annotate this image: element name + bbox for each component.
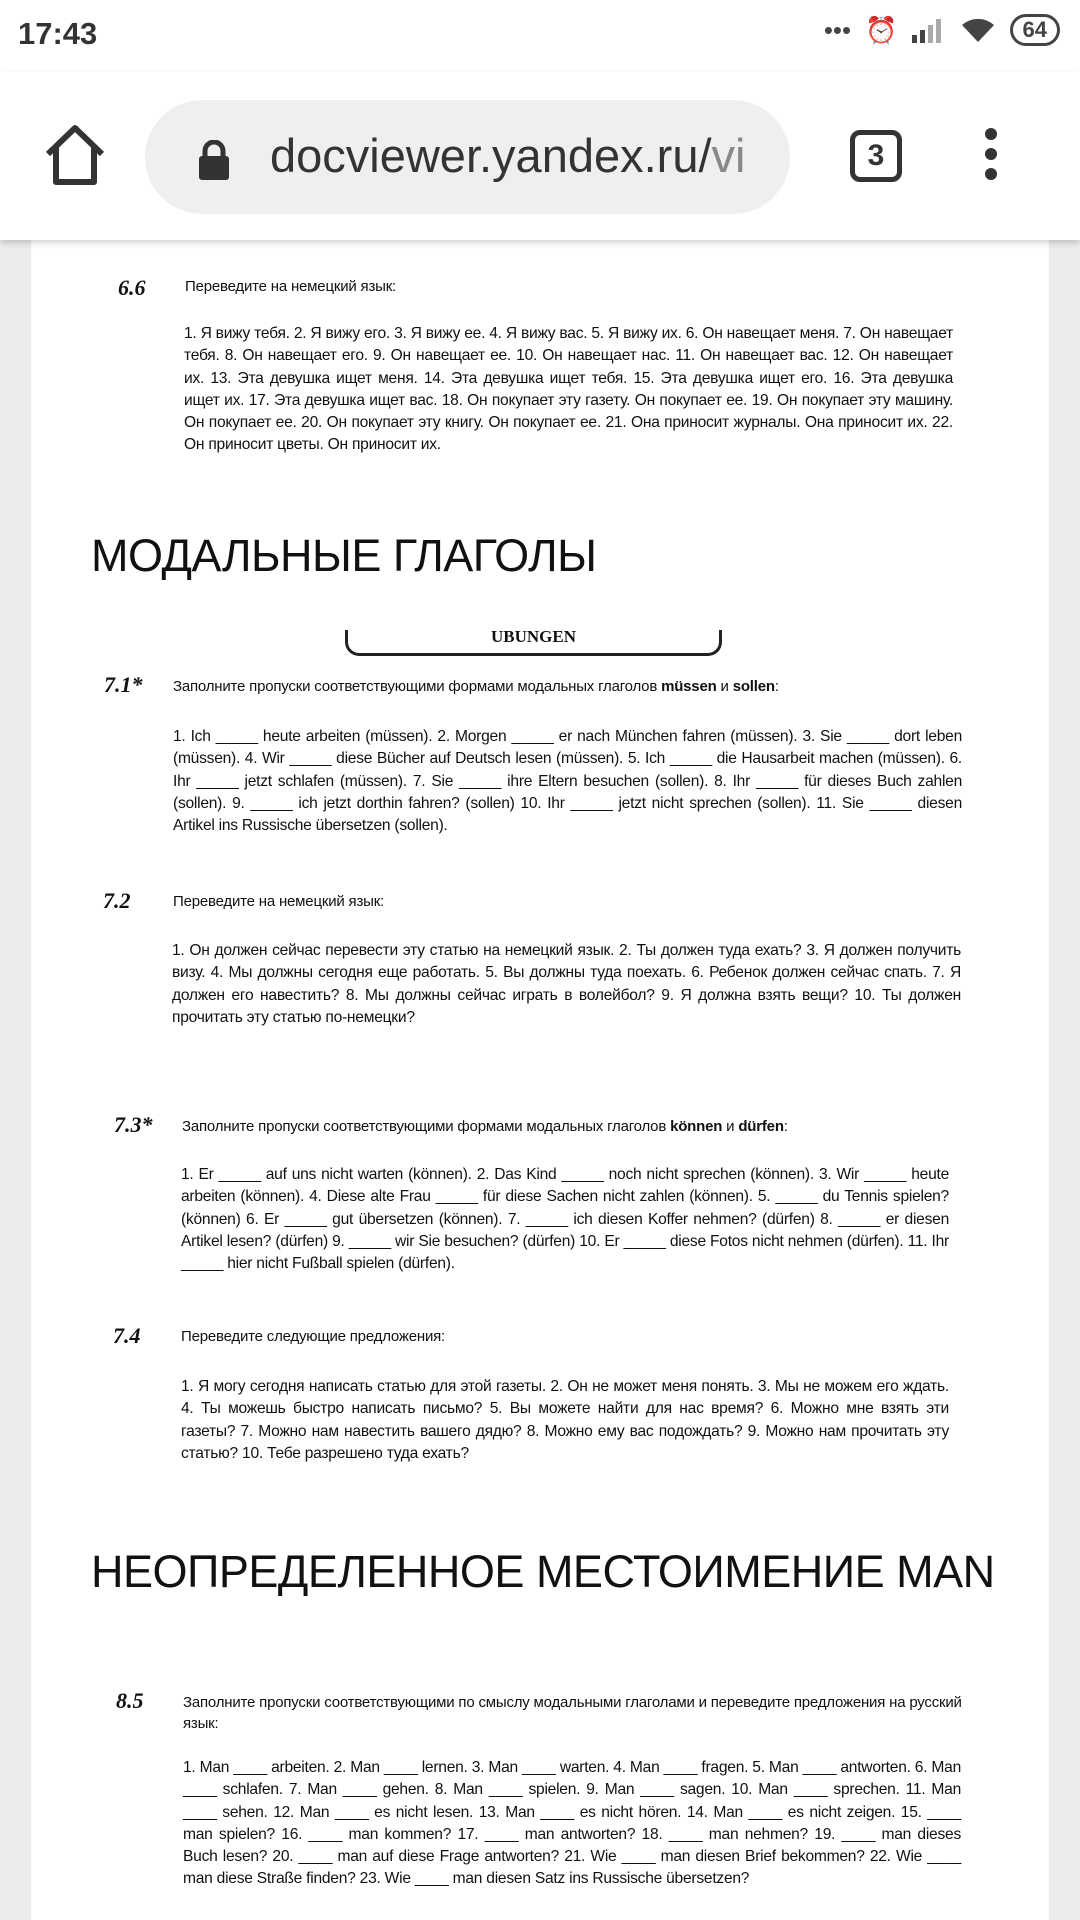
lock-icon (197, 140, 231, 180)
exercise-instruction: Переведите на немецкий язык: (173, 893, 385, 910)
exercise-instruction (182, 1118, 788, 1135)
instr-text: Заполните пропуски соответствующими формами модальных глаголов (173, 678, 662, 695)
ubungen-label: UBUNGEN (490, 627, 576, 646)
exercise-number: 7.4 (113, 1323, 141, 1348)
clock: 17:43 (18, 16, 98, 51)
url-path: vi (711, 129, 746, 182)
verb: sollen (732, 678, 775, 695)
exercise-instruction (173, 678, 779, 695)
alarm-icon: ⏰ (865, 14, 898, 45)
exercise-number: 8.5 (116, 1688, 144, 1713)
section-heading: НЕОПРЕДЕЛЕННОЕ МЕСТОИМЕНИЕ MAN (91, 1546, 995, 1597)
exercise-number: 7.2 (103, 888, 131, 913)
document-page (31, 240, 1049, 1920)
exercise-instruction: Переведите следующие предложения: (181, 1328, 446, 1345)
verb: können (670, 1118, 723, 1135)
exercise-body: 1. Я могу сегодня написать статью для этой газеты. 2. Он не может меня понять. 3. Мы не можем его ждать. 4. Ты можешь быстро написать письмо? 5. Вы можете найти для нас время? 6. Можно мне взять эти газеты? 7. Можно нам навестить вашего дядю? 8. Можно ему вас подождать? 9. Можно нам прочитать эту статью? 10. Тебе разрешено туда ехать? (181, 1378, 949, 1462)
url-text[interactable] (270, 128, 745, 183)
exercise-body: 1. Ich _____ heute arbeiten (müssen). 2. Morgen _____ er nach München fahren (müssen). 3. Sie _____ dort leben (müssen). 4. Wir _____ diese Bücher auf Deutsch lesen (müssen). 5. Ich _____ die Hausarbeit machen (müssen). 6. Ihr _____ jetzt schlafen (müssen). 7. Sie _____ ihre Eltern besuchen (sollen). 8. Ihr _____ für dieses Buch zahlen (sollen). 9. _____ ich jetzt dorthin fahren? (sollen) 10. Ihr _____ jetzt nicht sprechen (sollen). 11. Sie _____ diesen Artikel ins Russische übersetzen (sollen). (173, 728, 962, 835)
verb: müssen (661, 678, 717, 695)
instr-text: : (783, 1118, 788, 1135)
exercise-body: 1. Er _____ auf uns nicht warten (können). 2. Das Kind _____ noch nicht sprechen (können). 3. Wir _____ heute arbeiten (können). 4. Diese alte Frau _____ für diese Sachen nicht zahlen (können). 5. _____ du Tennis spielen? (können) 6. Er _____ gut übersetzen (können). 7. _____ ich diesen Koffer nehmen? (dürfen) 8. _____ er diesen Artikel lesen? (dürfen) 9. _____ wir Sie besuchen? (dürfen) 10. Er _____ diese Fotos nicht nehmen (dürfen). 11. Ihr _____ hier nicht Fußball spielen (dürfen). (181, 1166, 949, 1273)
signal-icon (912, 17, 946, 43)
tab-switcher-button[interactable]: 3 (850, 130, 902, 182)
exercise-instruction: Переведите на немецкий язык: (185, 278, 397, 295)
exercise-body: 1. Я вижу тебя. 2. Я вижу его. 3. Я вижу ее. 4. Я вижу вас. 5. Я вижу их. 6. Он навещает меня. 7. Он навещает тебя. 8. Он навещает его. 9. Он навещает ее. 10. Он навещает нас. 11. Он навещает вас. 12. Он навещает их. 13. Эта девушка ищет меня. 14. Эта девушка ищет тебя. 15. Эта девушка ищет его. 16. Эта девушка ищет их. 17. Эта девушка ищет вас. 18. Он покупает эту газету. Он покупает ее. 19. Он покупает эту машину. Он покупает ее. 20. Он покупает эту книгу. Он покупает ее. 21. Она приносит журналы. Она приносит их. 22. Он приносит цветы. Он приносит их. (184, 325, 953, 454)
exercise-body: 1. Он должен сейчас перевести эту статью на немецкий язык. 2. Ты должен туда ехать? 3. Я должен получить визу. 4. Мы должны сегодня еще работать. 5. Вы должны туда поехать. 6. Ребенок должен сейчас спать. 7. Я должен его навестить? 8. Мы должны сейчас играть в волейбол? 9. Я должна взять вещи? 10. Ты должен прочитать эту статью по-немецки? (172, 942, 961, 1026)
verb: dürfen (738, 1118, 784, 1135)
more-menu-icon[interactable] (985, 128, 997, 188)
instr-text: : (774, 678, 779, 695)
status-bar (0, 0, 1080, 72)
more-notifications-icon: ••• (823, 14, 852, 45)
exercise-body: 1. Man ____ arbeiten. 2. Man ____ lernen. 3. Man ____ warten. 4. Man ____ fragen. 5. Man ____ antworten. 6. Man ____ schlafen. 7. Man ____ gehen. 8. Man ____ spielen. 9. Man ____ sagen. 10. Man ____ sprechen. 11. Man ____ sehen. 12. Man ____ es nicht lesen. 13. Man ____ es nicht hören. 14. Man ____ es nicht zeigen. 15. ____ man spielen? 16. ____ man kommen? 17. ____ man antworten? 18. ____ man nehmen? 19. ____ man dieses Buch lesen? 20. ____ man auf diese Frage antworten? 21. Wie ____ man diesen Brief bekommen? 22. Wie ____ man diese Straße finden? 23. Wie ____ man diesen Satz ins Russische übersetzen? (183, 1759, 961, 1888)
exercise-number: 6.6 (118, 275, 146, 300)
browser-toolbar (0, 72, 1080, 240)
exercise-number: 7.3* (114, 1112, 153, 1137)
wifi-icon (960, 16, 996, 44)
address-bar[interactable] (145, 100, 790, 214)
instr-text: Заполните пропуски соответствующими формами модальных глаголов (182, 1118, 671, 1135)
instr-text: и (722, 1118, 739, 1135)
ubungen-bracket (345, 627, 722, 656)
exercise-number: 7.1* (104, 672, 143, 697)
instr-text: и (716, 678, 733, 695)
url-domain: docviewer.yandex.ru/ (270, 129, 712, 182)
exercise-instruction: Заполните пропуски соответствующими по смыслу модальными глаголами и переведите предложения на русский язык: (183, 1694, 962, 1732)
battery-indicator: 64 (1010, 14, 1060, 46)
section-heading: МОДАЛЬНЫЕ ГЛАГОЛЫ (91, 530, 597, 581)
home-icon[interactable] (40, 120, 110, 190)
